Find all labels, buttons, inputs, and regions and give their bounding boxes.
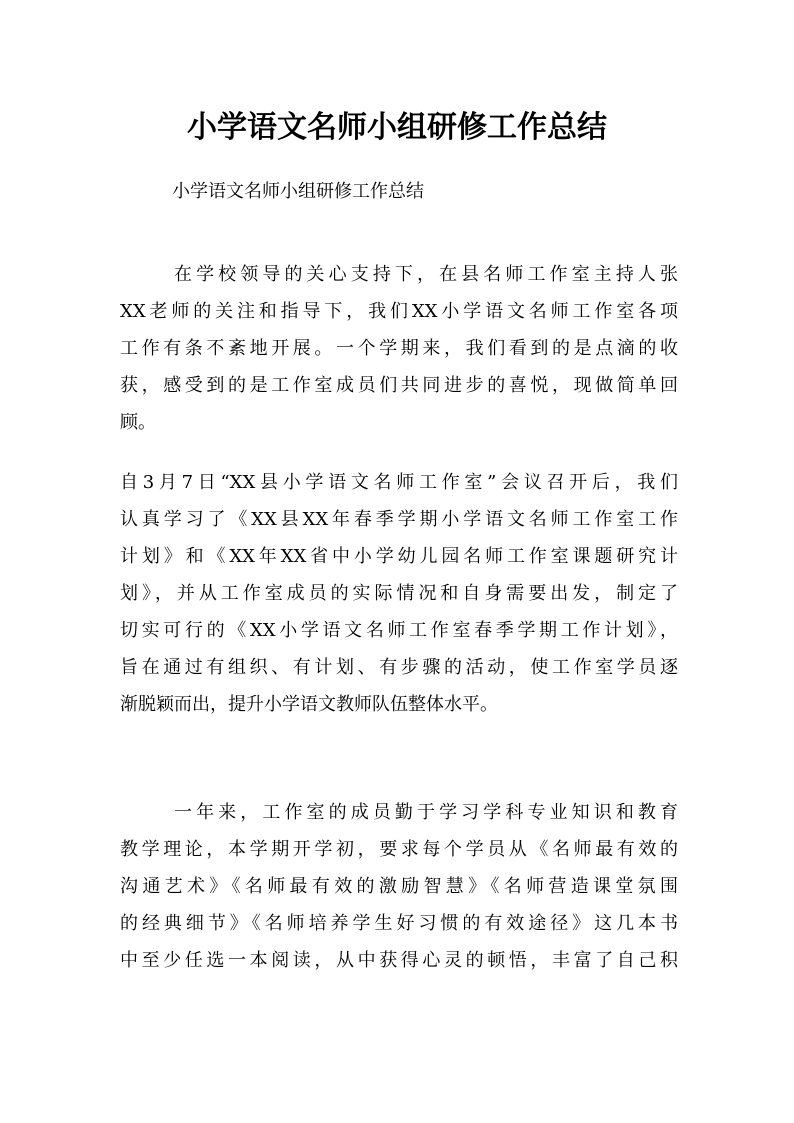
text-line: 一年来，工作室的成员勤于学习学科专业知识和教育 — [174, 802, 678, 823]
text-line: 认真学习了《XX县XX年春季学期小学语文名师工作室工作 — [120, 509, 678, 530]
text-line: 旨在通过有组织、有计划、有步骤的活动，使工作室学员逐 — [120, 657, 678, 678]
text-line: 沟通艺术》《名师最有效的激励智慧》《名师营造课堂氛围 — [120, 876, 678, 897]
text-line: 的经典细节》《名师培养学生好习惯的有效途径》这几本书 — [120, 913, 678, 934]
text-line: 工作有条不紊地开展。一个学期来，我们看到的是点滴的收 — [120, 338, 678, 359]
text-line: 顾。 — [120, 412, 156, 433]
text-line: XX老师的关注和指导下，我们XX小学语文名师工作室各项 — [120, 301, 678, 322]
text-line: 教学理论，本学期开学初，要求每个学员从《名师最有效的 — [120, 839, 678, 860]
paragraph-intro — [120, 256, 678, 441]
paragraph-study — [120, 794, 678, 979]
text-line: 中至少任选一本阅读，从中获得心灵的顿悟，丰富了自己积 — [120, 950, 678, 971]
document-subtitle: 小学语文名师小组研修工作总结 — [172, 181, 424, 202]
text-line: 切实可行的《XX小学语文名师工作室春季学期工作计划》， — [120, 620, 678, 641]
paragraph-plan — [120, 464, 678, 723]
page-title: 小学语文名师小组研修工作总结 — [187, 110, 607, 145]
text-line: 获，感受到的是工作室成员们共同进步的喜悦，现做简单回 — [120, 375, 678, 396]
text-line: 计划》和《XX年XX省中小学幼儿园名师工作室课题研究计 — [120, 546, 678, 567]
text-line: 划》，并从工作室成员的实际情况和自身需要出发，制定了 — [120, 583, 678, 604]
text-line: 自3月7日“XX县小学语文名师工作室”会议召开后，我们 — [120, 472, 678, 493]
text-line: 在学校领导的关心支持下，在县名师工作室主持人张 — [174, 264, 678, 285]
text-line: 渐脱颖而出，提升小学语文教师队伍整体水平。 — [120, 694, 498, 715]
